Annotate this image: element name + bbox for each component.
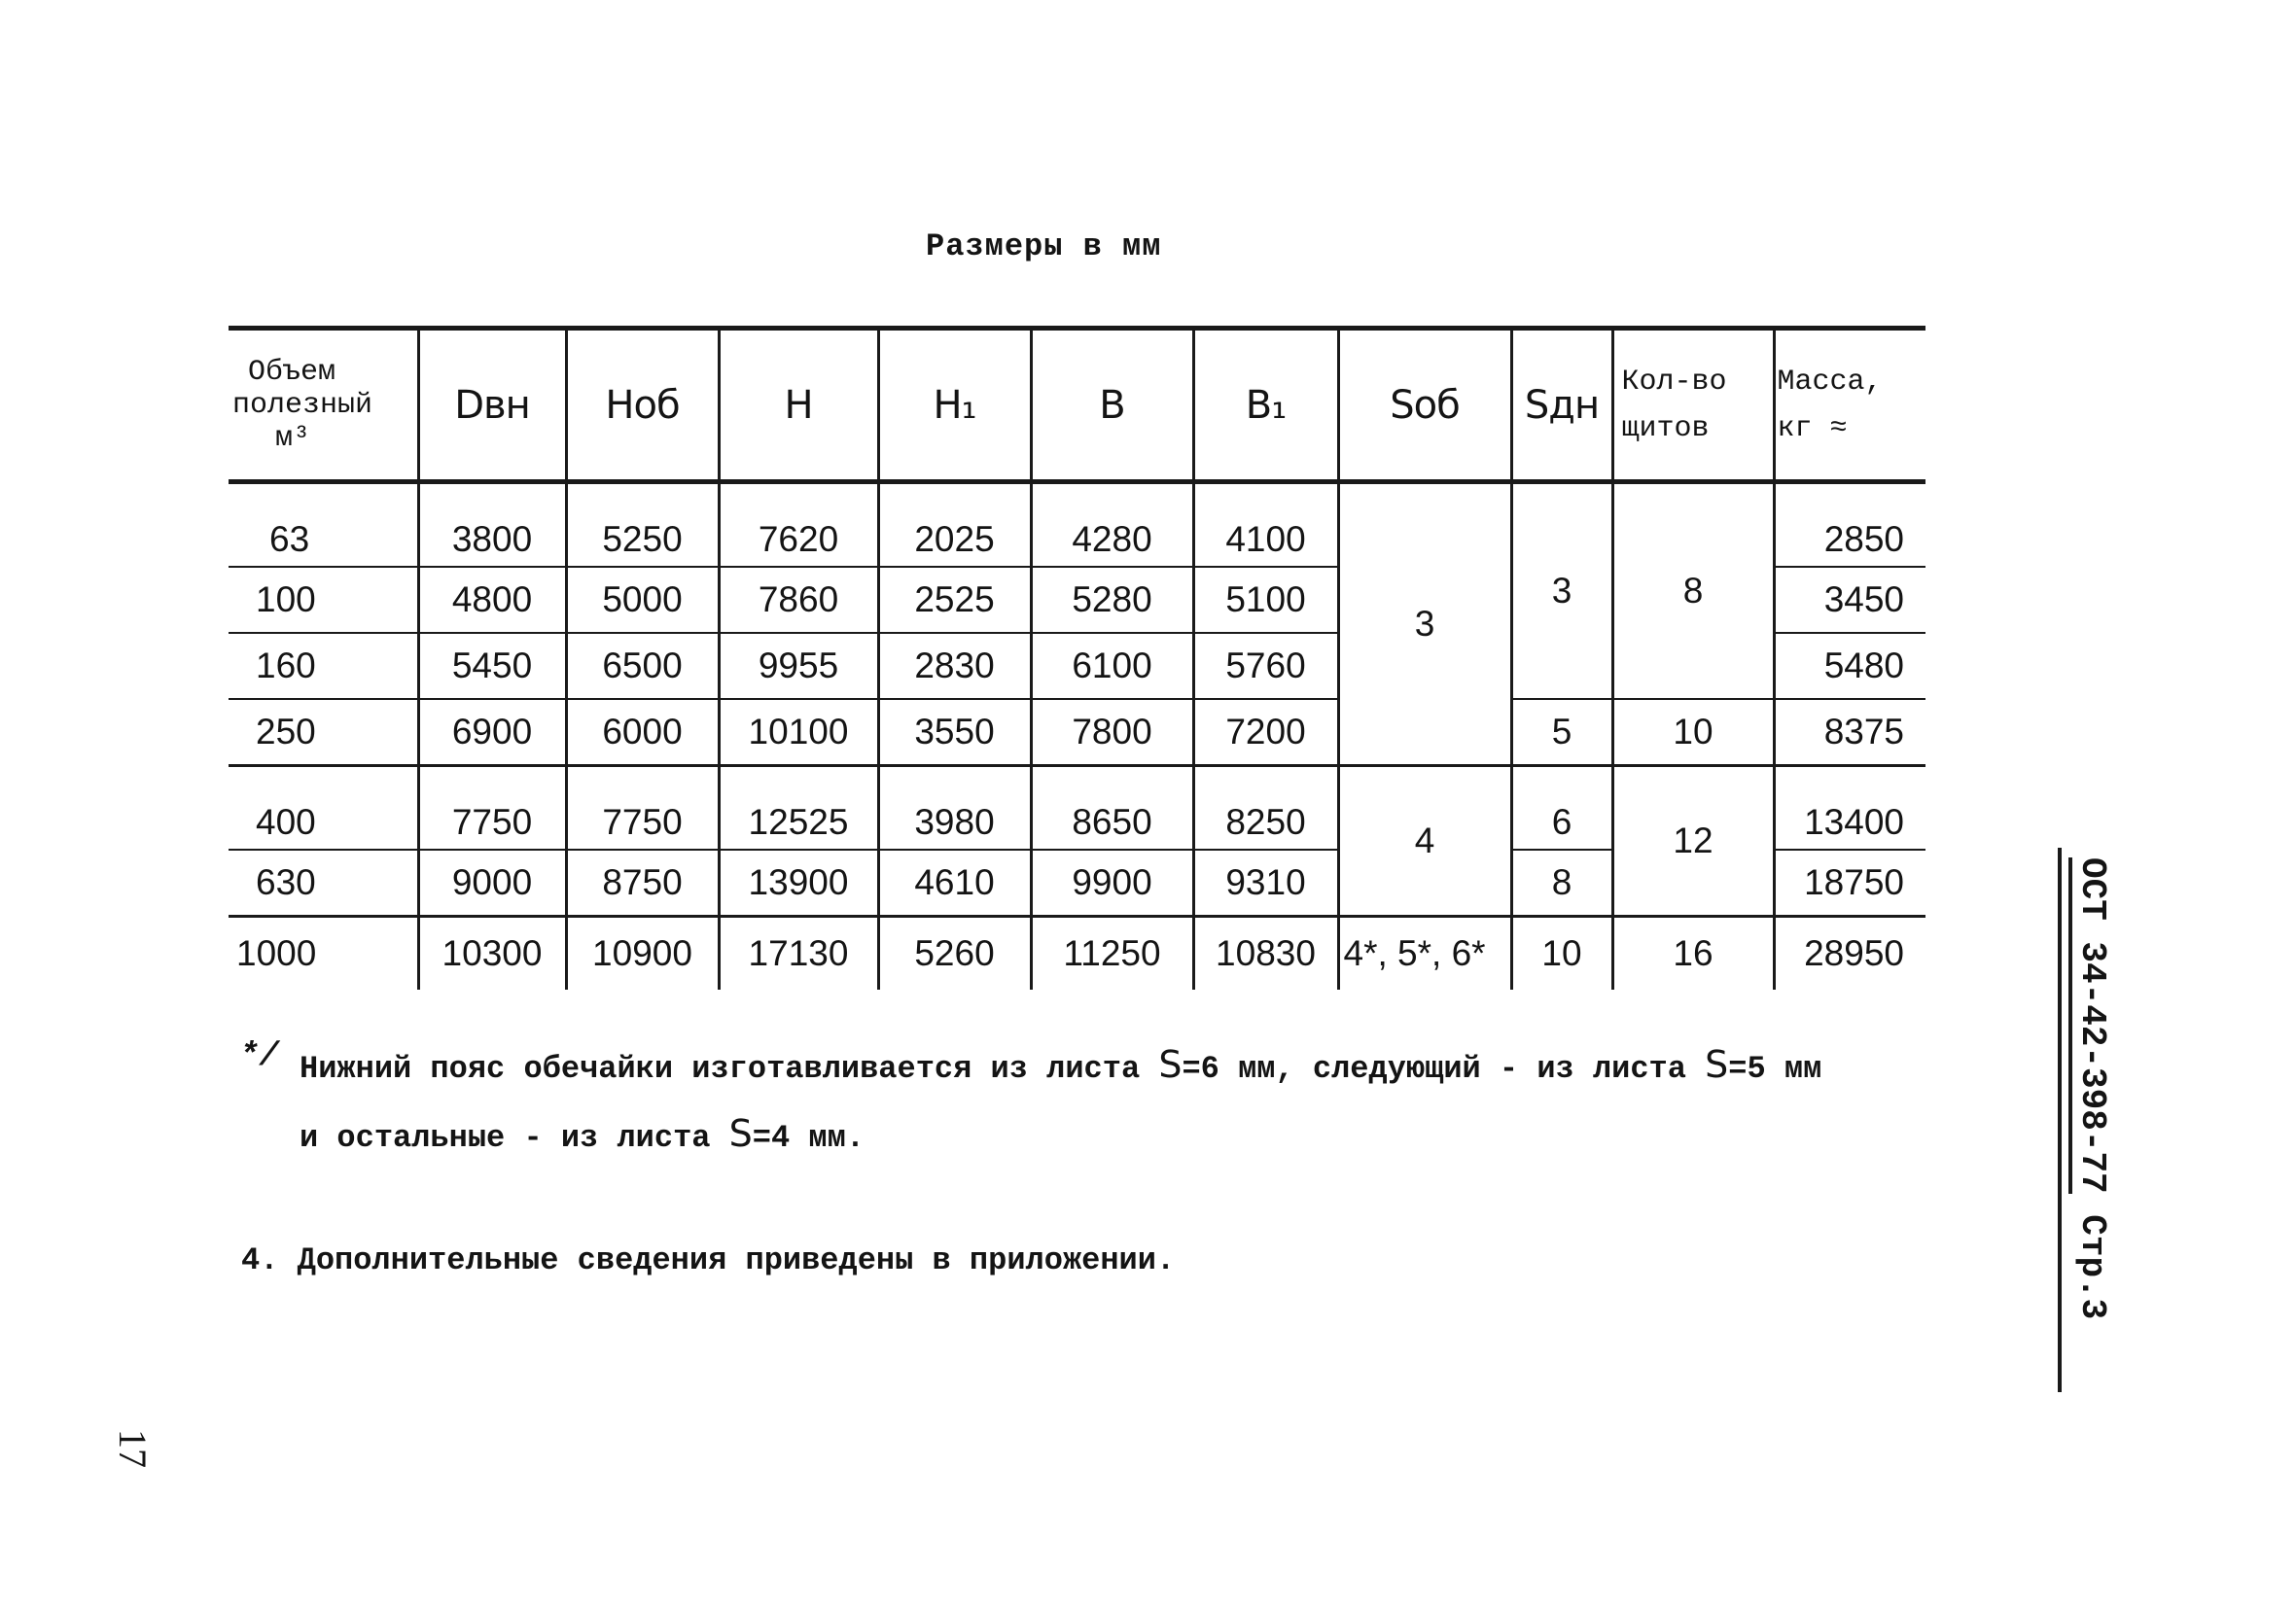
cell-d-vn: 10300 [418,917,566,991]
cell-massa: 2850 [1774,482,1925,568]
cell-volume: 250 [229,699,418,766]
cell-s-ob-group1: 3 [1338,482,1511,766]
cell-h: 12525 [719,766,878,851]
cell-massa: 5480 [1774,633,1925,699]
cell-b1: 10830 [1193,917,1338,991]
cell-h1: 4610 [878,850,1031,917]
cell-b1: 4100 [1193,482,1338,568]
table-row [229,917,1925,991]
table-row [229,766,1925,851]
cell-b1: 5100 [1193,567,1338,633]
cell-massa: 3450 [1774,567,1925,633]
document-code-sidebar [2054,848,2112,1392]
table-row [229,482,1925,568]
cell-kol-group1: 8 [1612,482,1774,700]
cell-h1: 5260 [878,917,1031,991]
cell-h-ob: 6500 [566,633,719,699]
sidebar-rule [2058,848,2062,1392]
cell-kol-group2: 12 [1612,766,1774,917]
cell-h: 13900 [719,850,878,917]
cell-h-ob: 5250 [566,482,719,568]
header-b: B [1031,329,1193,482]
cell-h: 9955 [719,633,878,699]
cell-massa: 13400 [1774,766,1925,851]
header-volume: Объем полезный м³ [229,329,418,482]
footnote [241,1032,1821,1170]
header-h: H [719,329,878,482]
cell-s-dn: 10 [1511,917,1612,991]
footnote-line-1: Нижний пояс обечайки изготавливается из листа S=6 мм, следующий - из листа S=5 мм [300,1043,1822,1087]
cell-h-ob: 7750 [566,766,719,851]
additional-info-note: 4. Дополнительные сведения приведены в приложении. [241,1242,1176,1278]
cell-s-ob: 4*, 5*, 6* [1338,917,1511,991]
table-row [229,699,1925,766]
cell-h1: 2025 [878,482,1031,568]
header-s-ob: Sоб [1338,329,1511,482]
cell-h: 7860 [719,567,878,633]
cell-h-ob: 10900 [566,917,719,991]
header-massa: Масса, кг ≈ [1774,329,1925,482]
specification-table [229,326,1925,990]
cell-b: 4280 [1031,482,1193,568]
cell-h1: 2525 [878,567,1031,633]
cell-b: 6100 [1031,633,1193,699]
cell-s-dn: 5 [1511,699,1612,766]
page-number: 17 [111,1429,155,1468]
cell-d-vn: 6900 [418,699,566,766]
table-header-row [229,329,1925,482]
cell-b: 5280 [1031,567,1193,633]
header-d-vn: Dвн [418,329,566,482]
cell-h-ob: 8750 [566,850,719,917]
cell-volume: 400 [229,766,418,851]
document-code-label: ОСТ 34-42-398-77 Стр.3 [2072,857,2112,1319]
cell-b1: 5760 [1193,633,1338,699]
cell-kol: 10 [1612,699,1774,766]
cell-b: 11250 [1031,917,1193,991]
header-h1: H₁ [878,329,1031,482]
cell-d-vn: 5450 [418,633,566,699]
cell-volume: 160 [229,633,418,699]
cell-massa: 8375 [1774,699,1925,766]
cell-h1: 3980 [878,766,1031,851]
cell-volume: 100 [229,567,418,633]
cell-h1: 3550 [878,699,1031,766]
cell-massa: 18750 [1774,850,1925,917]
cell-b1: 7200 [1193,699,1338,766]
cell-b1: 9310 [1193,850,1338,917]
cell-volume: 1000 [236,933,317,973]
cell-b: 9900 [1031,850,1193,917]
header-s-dn: Sдн [1511,329,1612,482]
cell-h: 17130 [719,917,878,991]
cell-b: 7800 [1031,699,1193,766]
cell-d-vn: 3800 [418,482,566,568]
footnote-mark: */ [239,1038,279,1075]
cell-volume: 630 [229,850,418,917]
cell-massa: 28950 [1774,917,1925,991]
cell-b: 8650 [1031,766,1193,851]
cell-h: 10100 [719,699,878,766]
header-kol-vo: Кол-во щитов [1612,329,1774,482]
cell-b1: 8250 [1193,766,1338,851]
cell-d-vn: 4800 [418,567,566,633]
dimensions-caption: Размеры в мм [926,228,1162,264]
cell-h-ob: 5000 [566,567,719,633]
cell-s-dn: 6 [1511,766,1612,851]
cell-h: 7620 [719,482,878,568]
cell-volume: 63 [229,482,418,568]
header-b1: B₁ [1193,329,1338,482]
header-h-ob: Hоб [566,329,719,482]
cell-s-dn: 8 [1511,850,1612,917]
footnote-line-2: и остальные - из листа S=4 мм. [300,1112,865,1156]
cell-d-vn: 9000 [418,850,566,917]
cell-kol: 16 [1612,917,1774,991]
cell-s-dn-group1: 3 [1511,482,1612,700]
cell-d-vn: 7750 [418,766,566,851]
cell-s-ob-group2: 4 [1338,766,1511,917]
cell-h-ob: 6000 [566,699,719,766]
cell-h1: 2830 [878,633,1031,699]
